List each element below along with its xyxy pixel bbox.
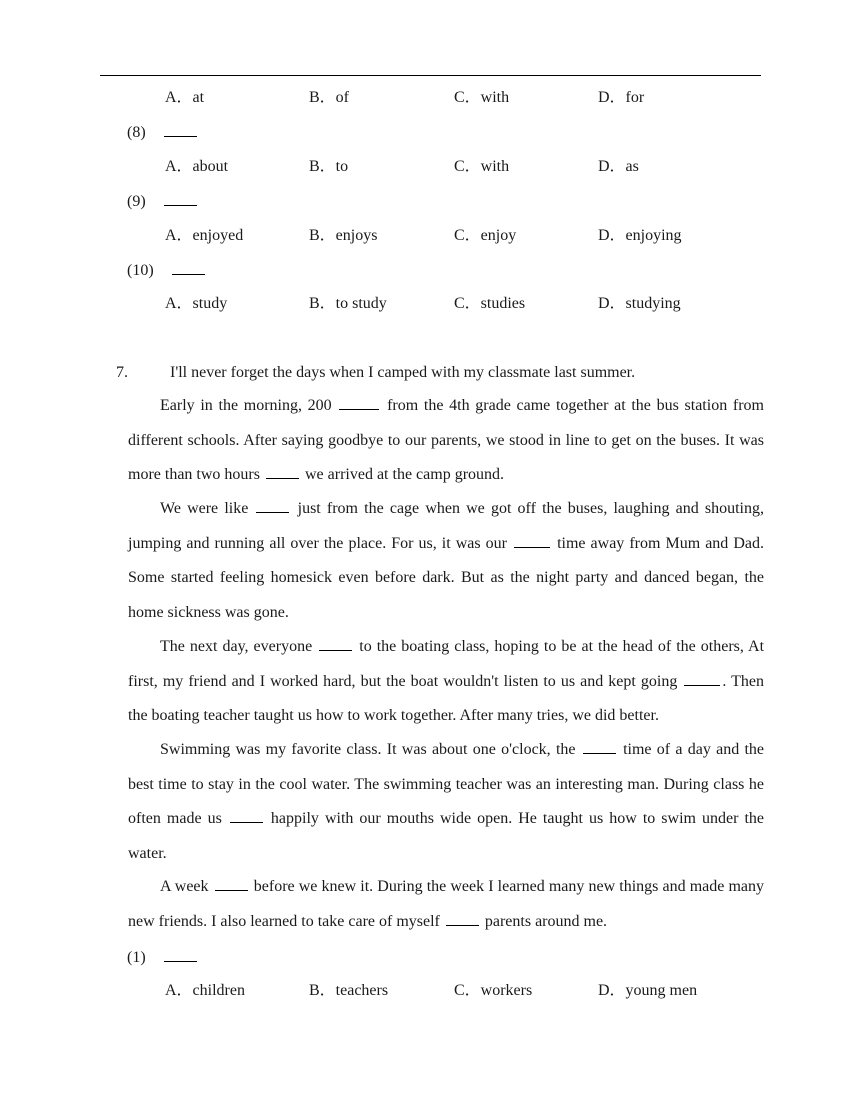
option-c[interactable]: C．with [454,158,510,175]
answer-blank[interactable] [319,636,352,651]
question-number: 7. [116,364,128,381]
answer-blank[interactable] [339,395,379,410]
option-b[interactable]: B．of [309,89,350,106]
option-b[interactable]: B．teachers [309,982,389,999]
paragraph-2: We were like just from the cage when we got off the buses, laughing and shouting, jumping and running all over the place. For us, it was our time away from Mum and Dad. Some started feeling homesick even before dark. But as the night party and danced began, the home sickness was gone. [128,500,765,621]
option-c[interactable]: C．with [454,89,510,106]
question-number-8 [127,122,199,143]
header-rule [100,75,761,76]
option-a[interactable]: A．children [165,982,245,999]
question-number: (10) [127,262,154,279]
option-d[interactable]: D．for [598,89,645,106]
option-a[interactable]: A．about [165,158,229,175]
option-d[interactable]: D．young men [598,982,698,999]
answer-blank[interactable] [583,739,616,754]
paragraph-4: Swimming was my favorite class. It was about one o'clock, the time of a day and the best time to stay in the cool water. The swimming teacher was an interesting man. During class he often made us happily with our mouths wide open. He taught us how to swim under the water. [128,741,765,862]
answer-blank[interactable] [266,464,299,479]
answer-blank[interactable] [164,191,197,206]
answer-blank[interactable] [230,808,263,823]
answer-blank[interactable] [684,671,720,686]
option-c[interactable]: C．workers [454,982,533,999]
question-number-1 [127,947,199,968]
paragraph-5: A week before we knew it. During the week I learned many new things and made many new friends. I also learned to take care of myself parents around me. [128,878,765,930]
question-number: (1) [127,949,146,966]
answer-blank[interactable] [215,876,248,891]
option-c[interactable]: C．studies [454,295,526,312]
question-number-9 [127,191,199,212]
paragraph-3: The next day, everyone to the boating class, hoping to be at the head of the others, At first, my friend and I worked hard, but the boat wouldn't listen to us and kept going . Then the boating teacher taught us how to work together. After many tries, we did better. [128,638,765,724]
paragraph-1: Early in the morning, 200 from the 4th grade came together at the bus station from different schools. After saying goodbye to our parents, we stood in line to get on the buses. It was more than two hours we arrived at the camp ground. [128,397,764,483]
question-number: (8) [127,124,146,141]
passage-title: I'll never forget the days when I camped with my classmate last summer. [170,364,636,381]
answer-blank[interactable] [172,260,205,275]
option-a[interactable]: A．enjoyed [165,227,244,244]
answer-blank[interactable] [256,498,289,513]
answer-blank[interactable] [164,122,197,137]
option-d[interactable]: D．as [598,158,639,175]
answer-blank[interactable] [514,533,550,548]
answer-blank[interactable] [164,947,197,962]
question-number-10 [127,260,207,281]
option-a[interactable]: A．at [165,89,205,106]
option-b[interactable]: B．to study [309,295,387,312]
answer-blank[interactable] [446,911,479,926]
option-b[interactable]: B．enjoys [309,227,378,244]
option-d[interactable]: D．studying [598,295,681,312]
option-c[interactable]: C．enjoy [454,227,517,244]
option-b[interactable]: B．to [309,158,349,175]
option-d[interactable]: D．enjoying [598,227,682,244]
question-number: (9) [127,193,146,210]
option-a[interactable]: A．study [165,295,228,312]
